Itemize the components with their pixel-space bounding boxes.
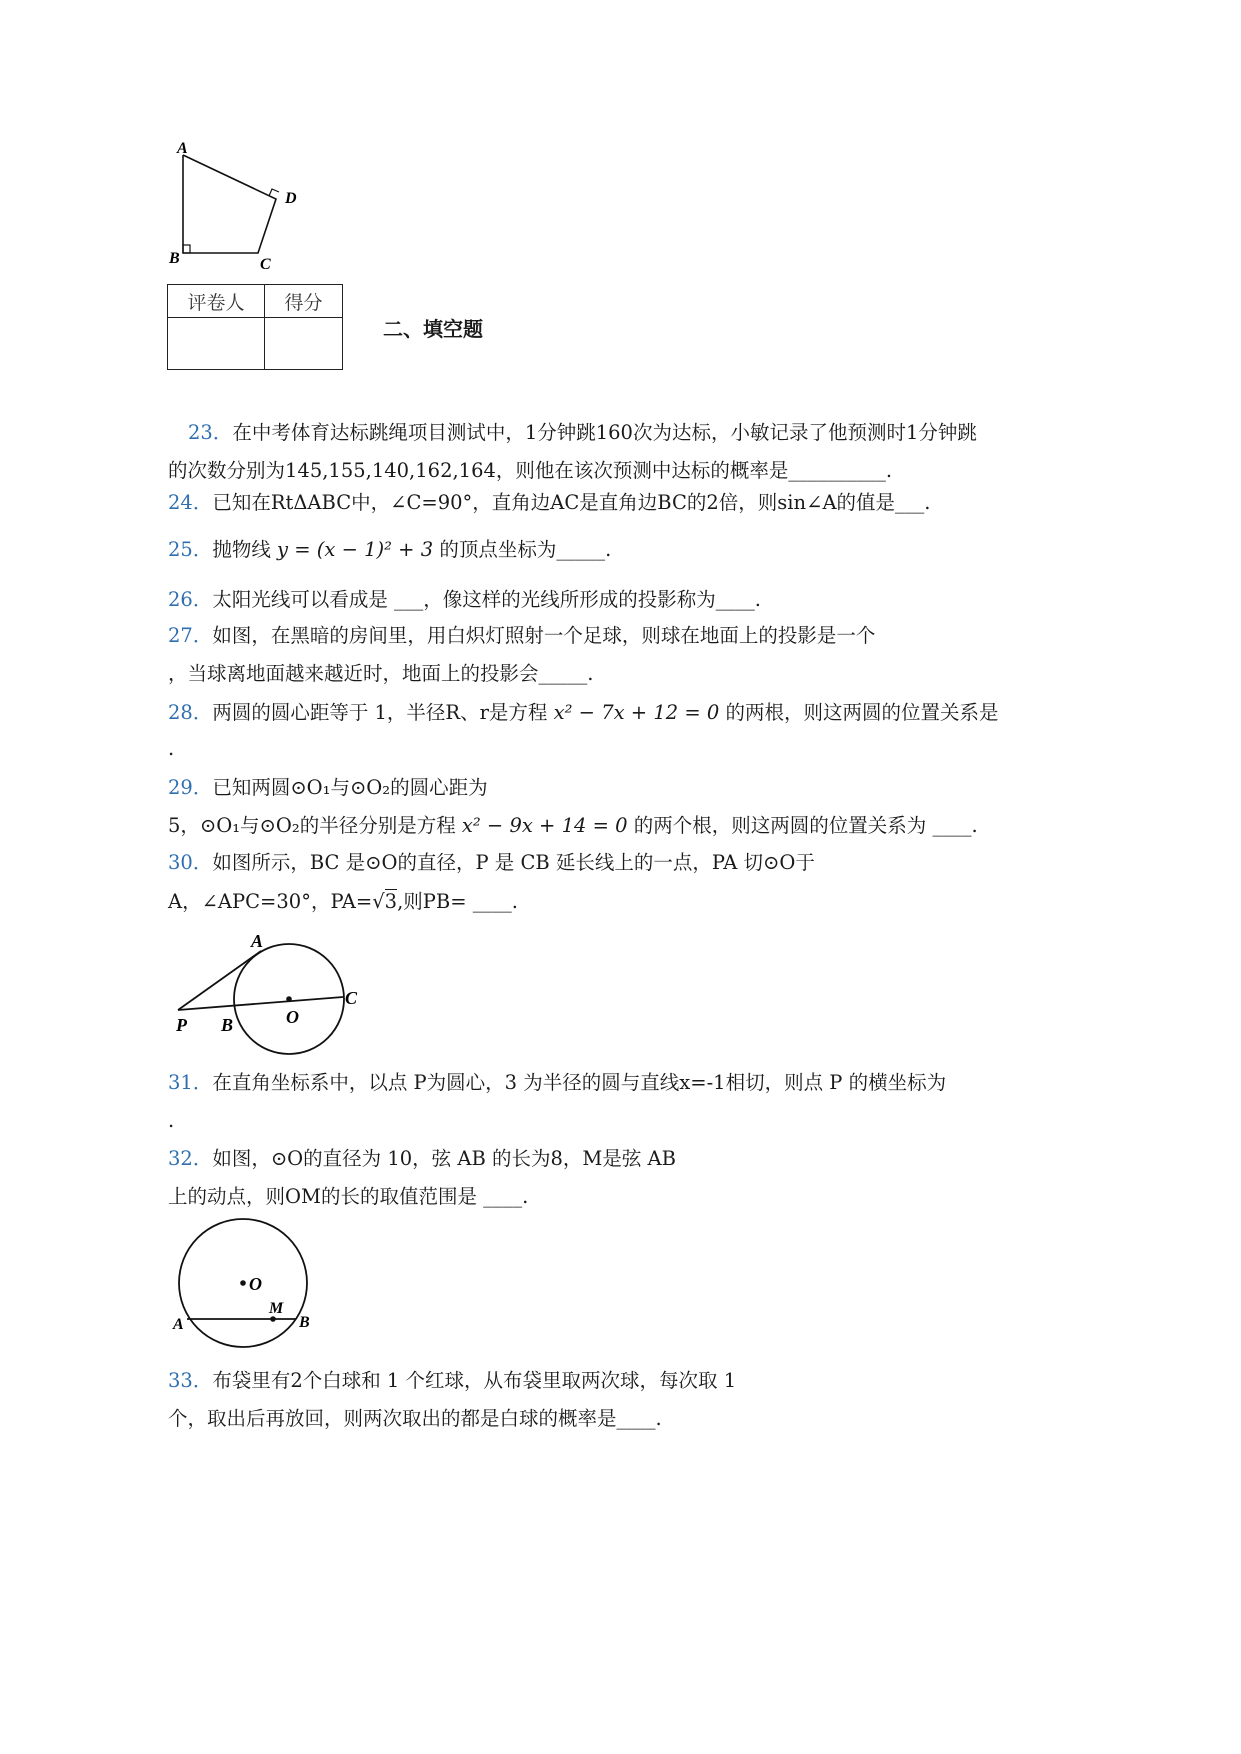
figure-chord-circle — [165, 1215, 335, 1365]
question-number: 23． — [188, 421, 233, 444]
question-number: 33． — [168, 1369, 213, 1392]
question-text: 如图，⊙O的直径为 10，弦 AB 的长为8，M是弦 AB — [212, 1147, 676, 1170]
question-number: 28． — [168, 701, 213, 724]
label-o: O — [286, 1007, 299, 1027]
question-number: 26． — [168, 588, 213, 611]
formula: x² − 7x + 12 = 0 — [553, 701, 720, 724]
question-text-tail: 的两根，则这两圆的位置关系是 — [725, 701, 999, 724]
question-text: 已知两圆⊙O₁与⊙O₂的圆心距为 — [212, 776, 488, 799]
question-number: 25． — [168, 538, 213, 561]
question-text: 在中考体育达标跳绳项目测试中，1分钟跳160次为达标，小敏记录了他预测时1分钟跳 — [232, 421, 977, 444]
question-text: 两圆的圆心距等于 1，半径R、r是方程 — [212, 701, 548, 724]
question-26 — [168, 587, 761, 613]
score-table-grader-cell — [168, 318, 265, 370]
question-32 — [168, 1146, 676, 1172]
score-table — [167, 284, 343, 370]
question-text: 如图，在黑暗的房间里，用白炽灯照射一个足球，则球在地面上的投影是一个 — [212, 624, 876, 647]
question-text-tail: 的顶点坐标为_____. — [439, 538, 612, 561]
formula: x² − 9x + 14 = 0 — [461, 814, 628, 837]
question-number: 31． — [168, 1071, 213, 1094]
question-number: 30． — [168, 851, 213, 874]
question-text-tail: ,则PB= ____. — [397, 890, 518, 913]
question-23 — [188, 420, 977, 446]
question-number: 27． — [168, 624, 213, 647]
formula: y = (x − 1)² + 3 — [277, 538, 434, 561]
question-30 — [168, 850, 815, 876]
label-c: C — [260, 256, 271, 273]
question-number: 24． — [168, 491, 213, 514]
section-title: 二、填空题 — [383, 317, 483, 341]
label-b: B — [221, 1015, 234, 1035]
question-number: 32． — [168, 1147, 213, 1170]
score-table-score-header: 得分 — [265, 285, 343, 318]
question-28-line2: . — [168, 737, 175, 760]
label-p: P — [176, 1015, 187, 1035]
label-m: M — [269, 1300, 284, 1317]
question-number: 29． — [168, 776, 213, 799]
question-31 — [168, 1070, 946, 1096]
question-25 — [168, 537, 611, 563]
question-33-line2: 个，取出后再放回，则两次取出的都是白球的概率是____. — [168, 1407, 662, 1430]
question-28 — [168, 700, 999, 726]
label-o: O — [249, 1274, 262, 1294]
question-text-tail: 的两个根，则这两圆的位置关系为 ____. — [633, 814, 978, 837]
question-text: A，∠APC=30°，PA= — [168, 890, 373, 913]
question-27 — [168, 623, 875, 649]
label-b: B — [169, 250, 180, 267]
question-30-line2 — [168, 889, 518, 915]
score-table-grader-header: 评卷人 — [168, 285, 265, 318]
label-c: C — [345, 988, 358, 1008]
sqrt-symbol: √ — [372, 890, 385, 913]
label-a: A — [251, 931, 264, 951]
label-a: A — [177, 140, 188, 157]
sqrt-value: 3 — [384, 890, 398, 913]
question-23-line2: 的次数分别为145,155,140,162,164，则他在该次预测中达标的概率是__________. — [168, 459, 893, 482]
label-a: A — [173, 1316, 184, 1333]
figure-quadrilateral — [160, 135, 320, 275]
question-text: 5，⊙O₁与⊙O₂的半径分别是方程 — [168, 814, 456, 837]
question-29-line2 — [168, 813, 978, 839]
question-text: 太阳光线可以看成是 ___，像这样的光线所形成的投影称为____. — [212, 588, 761, 611]
question-24 — [168, 490, 930, 516]
question-text: 在直角坐标系中，以点 P为圆心，3 为半径的圆与直线x=-1相切，则点 P 的横坐标为 — [212, 1071, 947, 1094]
question-text: 抛物线 — [212, 538, 271, 561]
question-29 — [168, 775, 488, 801]
question-text: 如图所示，BC 是⊙O的直径，P 是 CB 延长线上的一点，PA 切⊙O于 — [212, 851, 815, 874]
label-b: B — [299, 1314, 310, 1331]
figure-tangent-circle — [165, 925, 375, 1060]
question-27-line2: ，当球离地面越来越近时，地面上的投影会_____. — [168, 662, 594, 685]
question-33 — [168, 1368, 736, 1394]
question-text: 布袋里有2个白球和 1 个红球，从布袋里取两次球，每次取 1 — [212, 1369, 737, 1392]
question-32-line2: 上的动点，则OM的长的取值范围是 ____. — [168, 1185, 529, 1208]
question-31-line2: . — [168, 1109, 175, 1132]
score-table-score-cell — [265, 318, 343, 370]
question-text: 已知在RtΔABC中，∠C=90°，直角边AC是直角边BC的2倍，则sin∠A的值是___. — [212, 491, 931, 514]
label-d: D — [285, 190, 297, 207]
